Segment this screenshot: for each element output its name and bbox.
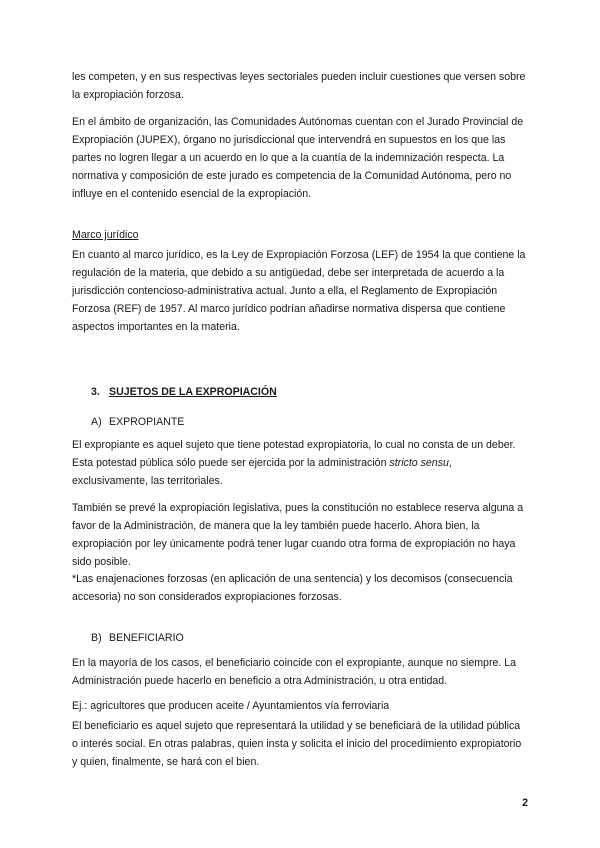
subsection-title: EXPROPIANTE (109, 416, 185, 428)
expropiante-paragraph-1: El expropiante es aquel sujeto que tiene potestad expropiatoria, lo cual no consta de un deber. Esta potestad pública sólo puede ser ejercida por la administración stricto sensu, exclusivamente, las territoriales. (72, 439, 516, 487)
beneficiario-paragraph-2: El beneficiario es aquel sujeto que representará la utilidad y se beneficiará de la utilidad pública o interés social. En otras palabras, quien insta y solicita el inicio del procedimiento expropiatorio y quien, finalmente, se hará con el bien. (72, 720, 522, 768)
beneficiario-paragraph-1: En la mayoría de los casos, el beneficiario coincide con el expropiante, aunque no siempre. La Administración puede hacerlo en beneficio a otra Administración, u otra entidad. (72, 657, 517, 687)
subsection-title: BENEFICIARIO (109, 632, 184, 644)
marco-juridico-title: Marco jurídico (72, 229, 139, 241)
subsection-expropiante-heading (91, 416, 184, 428)
subsection-beneficiario-heading (91, 632, 184, 644)
section-title: SUJETOS DE LA EXPROPIACIÓN (109, 386, 277, 398)
intro-paragraph-1: les competen, y en sus respectivas leyes sectoriales pueden incluir cuestiones que versen sobre la expropiación forzosa. (72, 71, 526, 101)
page-number: 2 (522, 797, 528, 809)
expropiante-note: *Las enajenaciones forzosas (en aplicación de una sentencia) y los decomisos (consecuencia accesoria) no son considerados expropiaciones forzosas. (72, 573, 513, 603)
marco-juridico-paragraph: En cuanto al marco jurídico, es la Ley de Expropiación Forzosa (LEF) de 1954 la que contiene la regulación de la materia, que debido a su antigüedad, debe ser interpretada de acuerdo a la jurisdicción contencioso-administrativa actual. Junto a ella, el Reglamento de Expropiación Forzosa (REF) de 1957. Al marco jurídico podrían añadirse normativa dispersa que contiene aspectos importantes en la materia. (72, 249, 526, 333)
section-number: 3. (91, 386, 100, 398)
subsection-letter: A) (91, 416, 102, 428)
expropiante-paragraph-2: También se prevé la expropiación legislativa, pues la constitución no establece reserva alguna a favor de la Administración, de manera que la ley también puede hacerlo. Ahora bien, la expropiación por ley únicamente podrá tener lugar cuando otra forma de expropiación no haya sido posible. (72, 502, 524, 568)
italic-term: stricto sensu (389, 457, 449, 469)
beneficiario-example: Ej.: agricultores que producen aceite / Ayuntamientos vía ferroviaria (72, 700, 390, 712)
subsection-letter: B) (91, 632, 102, 644)
marco-juridico-heading (72, 226, 528, 244)
section-heading (91, 386, 277, 398)
intro-paragraph-2: En el ámbito de organización, las Comunidades Autónomas cuentan con el Jurado Provincial de Expropiación (JUPEX), órgano no jurisdiccional que intervendrá en supuestos en los que las partes no logren llegar a un acuerdo en lo que a la cuantía de la indemnización respecta. La normativa y composición de este jurado es competencia de la Comunidad Autónoma, pero no influye en el contenido esencial de la expropiación. (72, 116, 524, 200)
